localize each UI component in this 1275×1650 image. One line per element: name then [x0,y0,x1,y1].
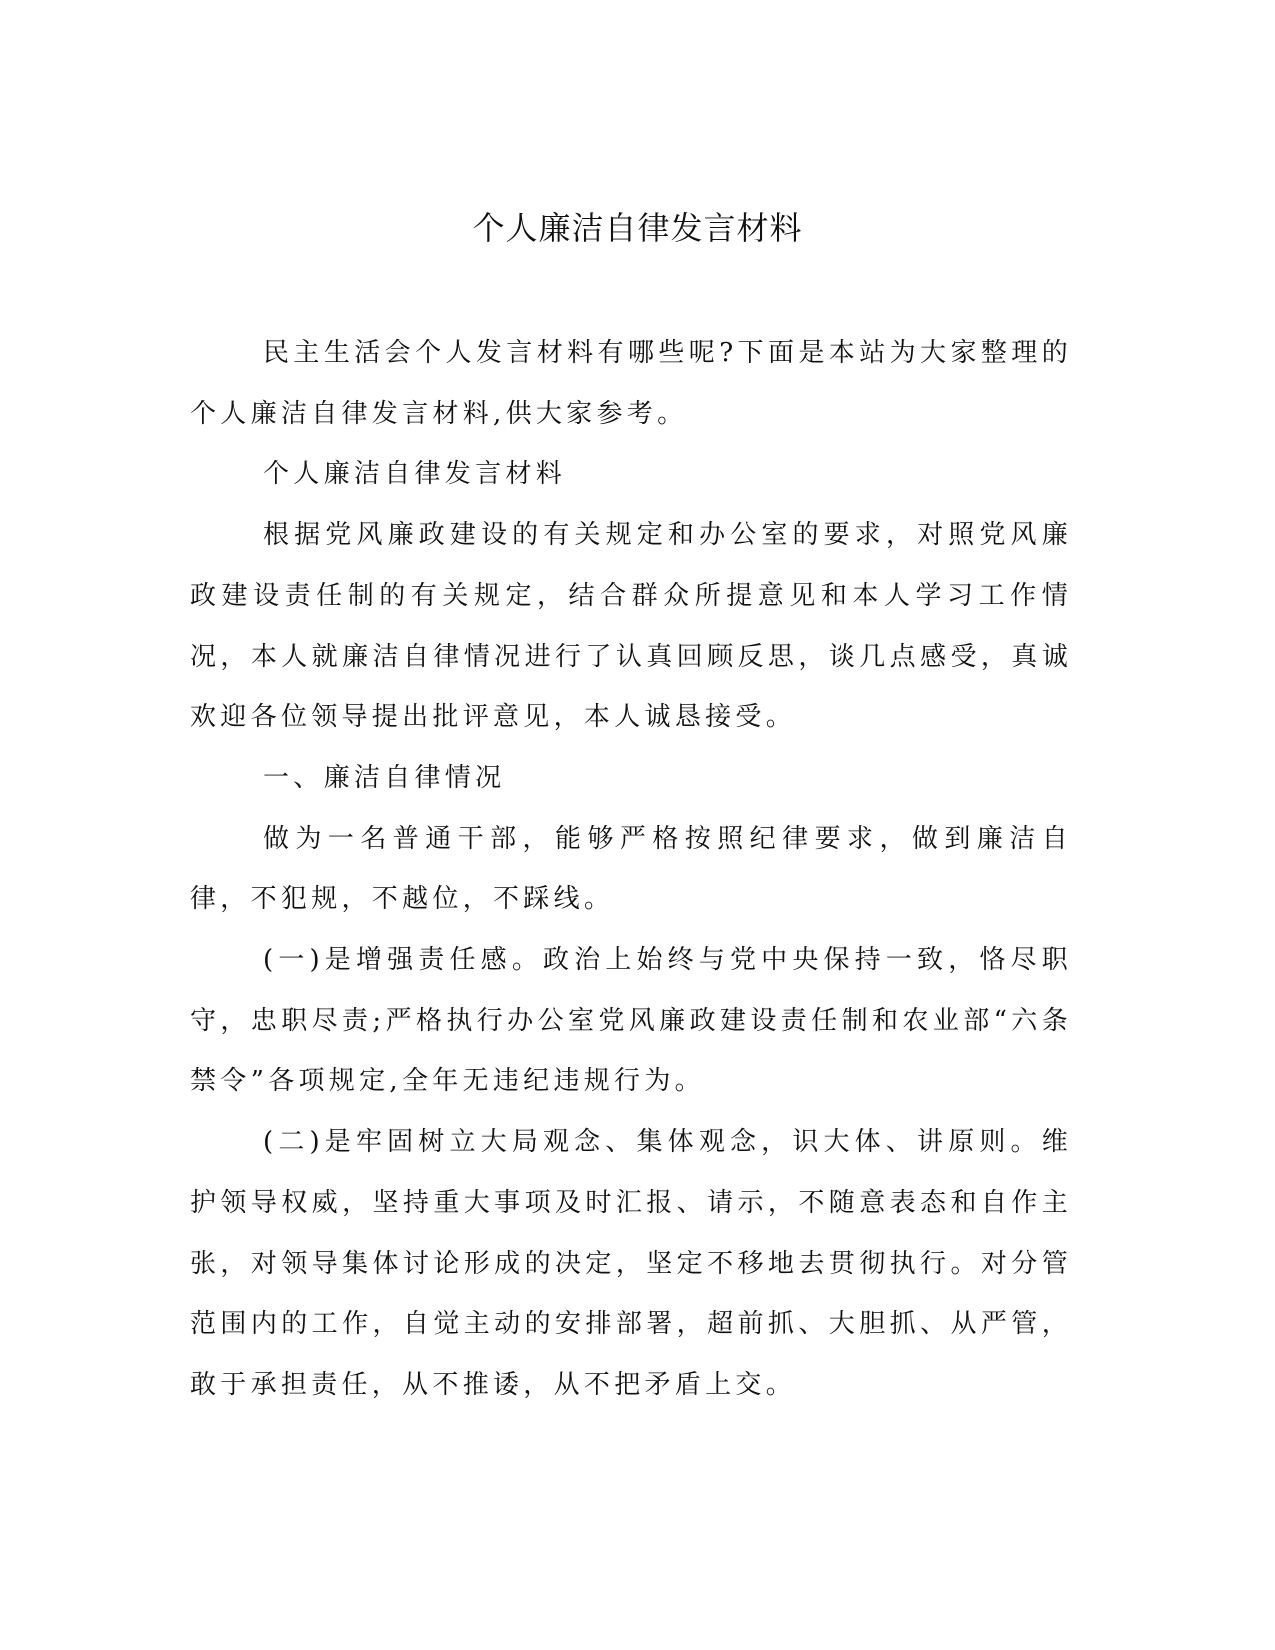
point-one-paragraph: (一)是增强责任感。政治上始终与党中央保持一致，恪尽职守，忠职尽责;严格执行办公室党风廉政建设责任制和农业部“六条禁令”各项规定,全年无违纪违规行为。 [190,945,1072,1097]
document-body [190,323,1072,1416]
summary-paragraph: 做为一名普通干部，能够严格按照纪律要求，做到廉洁自律，不犯规，不越位，不踩线。 [190,823,1072,915]
intro-paragraph: 民主生活会个人发言材料有哪些呢?下面是本站为大家整理的个人廉洁自律发言材料,供大家参考。 [190,338,1072,429]
point-two-paragraph: (二)是牢固树立大局观念、集体观念，识大体、讲原则。维护领导权威，坚持重大事项及时汇报、请示，不随意表态和自作主张，对领导集体讨论形成的决定，坚定不移地去贯彻执行。对分管范围内的工作，自觉主动的安排部署，超前抓、大胆抓、从严管，敢于承担责任，从不推诿，从不把矛盾上交。 [190,1127,1072,1400]
document-title: 个人廉洁自律发言材料 [472,209,803,247]
opening-paragraph: 根据党风廉政建设的有关规定和办公室的要求，对照党风廉政建设责任制的有关规定，结合群众所提意见和本人学习工作情况，本人就廉洁自律情况进行了认真回顾反思，谈几点感受，真诚欢迎各位领导提出批评意见，本人诚恳接受。 [190,520,1072,733]
section-heading: 一、廉洁自律情况 [263,762,506,793]
subtitle-paragraph: 个人廉洁自律发言材料 [263,459,567,490]
